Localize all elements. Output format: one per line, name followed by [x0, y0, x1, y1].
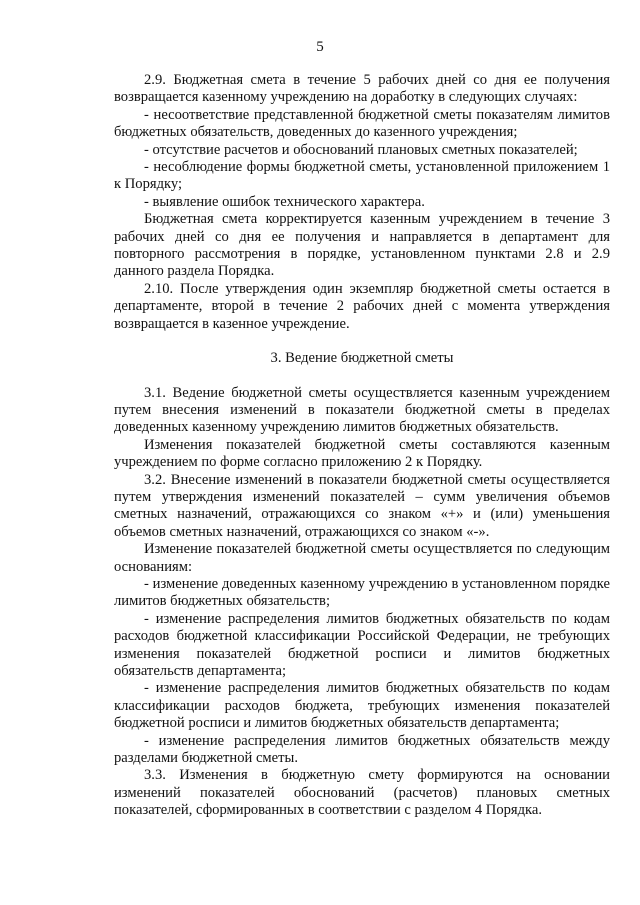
list-item: - изменение распределения лимитов бюджетных обязательств по кодам расходов бюджетной классификации Российской Федерации, не требующих изменения показателей бюджетной росписи и лимитов бюджетных обязательств департамента;: [114, 610, 610, 679]
list-item: - выявление ошибок технического характера.: [144, 193, 425, 210]
paragraph-correction: Бюджетная смета корректируется казенным учреждением в течение 3 рабочих дней со дня ее получения и направляется в департамент для повторного рассмотрения в порядке, установленном пунктами 2.8 и 2.9 данного раздела Порядка.: [114, 211, 610, 280]
list-item: - изменение распределения лимитов бюджетных обязательств между разделами бюджетной сметы.: [114, 732, 610, 767]
list-item: - несоответствие представленной бюджетной сметы показателям лимитов бюджетных обязательств, доведенных до казенного учреждения;: [114, 106, 610, 141]
paragraph-changes: Изменения показателей бюджетной сметы составляются казенным учреждением по форме согласно приложению 2 к Порядку.: [114, 436, 610, 471]
section-heading: 3. Ведение бюджетной сметы: [270, 350, 454, 367]
list-item: - изменение распределения лимитов бюджетных обязательств по кодам классификации расходов бюджета, требующих изменения показателей бюджетной росписи и лимитов бюджетных обязательств департамента;: [114, 680, 610, 732]
document-body: [114, 72, 610, 820]
list-item: - отсутствие расчетов и обоснований плановых сметных показателей;: [144, 141, 578, 158]
paragraph-3-1: 3.1. Ведение бюджетной сметы осуществляется казенным учреждением путем внесения изменений в показатели бюджетной сметы в пределах доведенных казенному учреждению лимитов бюджетных обязательств.: [114, 384, 610, 436]
paragraph-3-2: 3.2. Внесение изменений в показатели бюджетной сметы осуществляется путем утверждения изменений показателей – сумм увеличения объемов сметных назначений, отражающихся со знаком «+» и (или) уменьшения объемов сметных назначений, отражающихся со знаком «-».: [114, 471, 610, 540]
paragraph-grounds: Изменение показателей бюджетной сметы осуществляется по следующим основаниям:: [114, 541, 610, 575]
paragraph-2-10: 2.10. После утверждения один экземпляр бюджетной сметы остается в департаменте, второй в течение 2 рабочих дней с момента утверждения возвращается в казенное учреждение.: [114, 280, 610, 332]
list-item: - изменение доведенных казенному учреждению в установленном порядке лимитов бюджетных обязательств;: [114, 575, 610, 610]
list-item: - несоблюдение формы бюджетной сметы, установленной приложением 1 к Порядку;: [114, 159, 610, 193]
paragraph-2-9: 2.9. Бюджетная смета в течение 5 рабочих дней со дня ее получения возвращается казенному учреждению на доработку в следующих случаях:: [114, 72, 610, 106]
paragraph-3-3: 3.3. Изменения в бюджетную смету формируются на основании изменений показателей обоснований (расчетов) плановых сметных показателей, сформированных в соответствии с разделом 4 Порядка.: [114, 767, 610, 819]
page-number: 5: [316, 39, 324, 55]
